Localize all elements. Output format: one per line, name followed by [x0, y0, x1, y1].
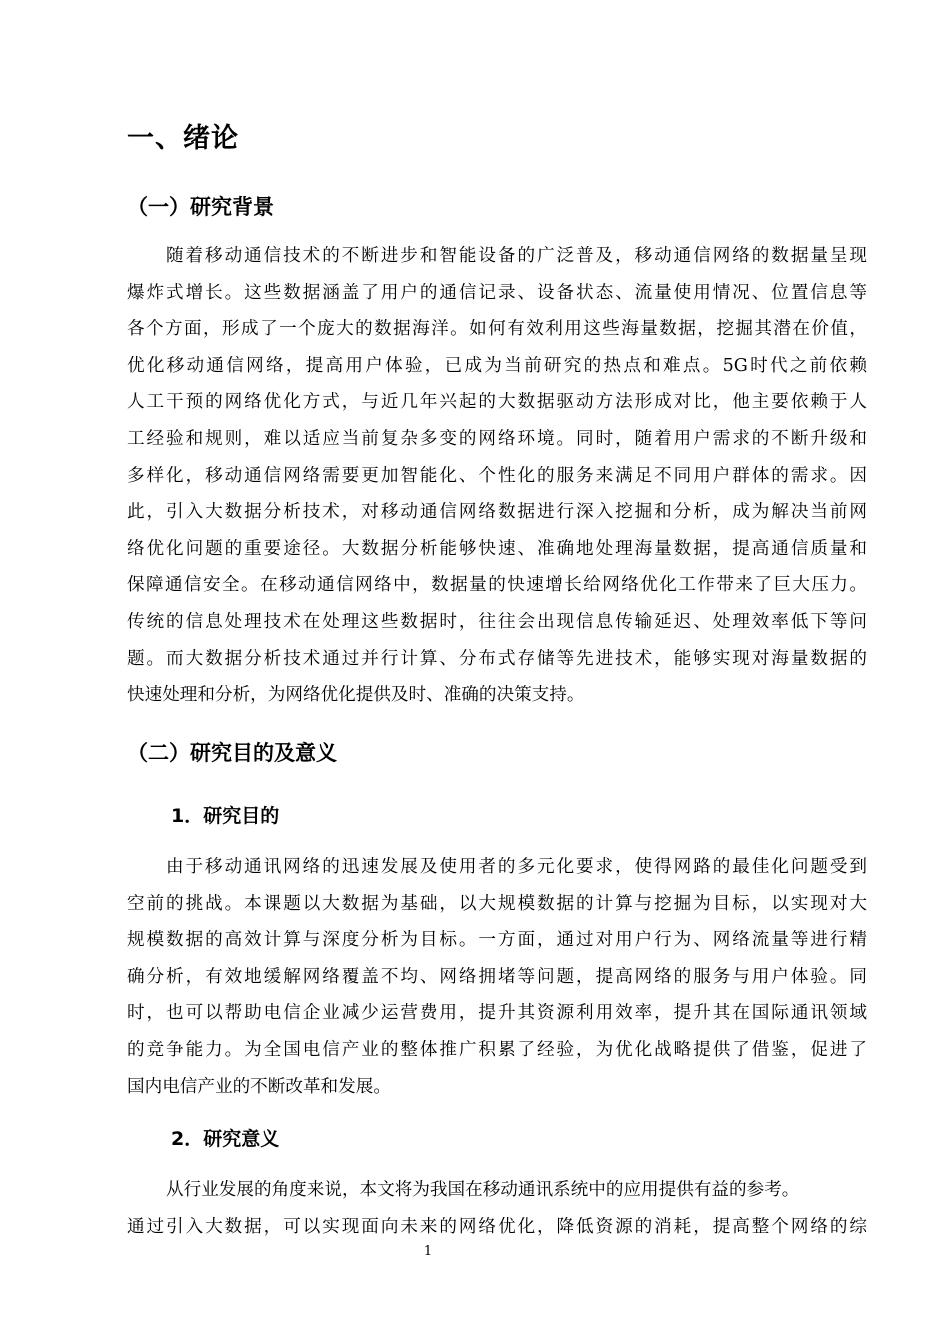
paragraph-line: 随着移动通信技术的不断进步和智能设备的广泛普及，移动通信网络的数据量呈现 — [166, 246, 867, 266]
paragraph-line: 多样化，移动通信网络需要更加智能化、个性化的服务来满足不同用户群体的需求。因 — [127, 465, 867, 486]
paragraph-line: 络优化问题的重要途径。大数据分析能够快速、准确地处理海量数据，提高通信质量和 — [127, 538, 867, 559]
section-heading-purpose-significance: （二）研究目的及意义 — [127, 741, 337, 765]
paragraph-line: 此，引入大数据分析技术，对移动通信网络数据进行深入挖掘和分析，成为解决当前网 — [127, 502, 867, 523]
paragraph-line: 规模数据的高效计算与深度分析为目标。一方面，通过对用户行为、网络流量等进行精 — [127, 930, 867, 951]
chapter-title: 一、绪论 — [127, 123, 239, 154]
paragraph-line: 工经验和规则，难以适应当前复杂多变的网络环境。同时，随着用户需求的不断升级和 — [127, 428, 867, 449]
subsection-heading-purpose: 1．研究目的 — [171, 805, 280, 827]
paragraph-line: 从行业发展的角度来说，本文将为我国在移动通讯系统中的应用提供有益的参考。 — [166, 1180, 800, 1200]
paragraph-line: 人工干预的网络优化方式，与近几年兴起的大数据驱动方法形成对比，他主要依赖于人 — [127, 392, 867, 413]
page-number: 1 — [423, 1244, 433, 1259]
paragraph-line: 爆炸式增长。这些数据涵盖了用户的通信记录、设备状态、流量使用情况、位置信息等 — [127, 282, 867, 303]
paragraph-line: 通过引入大数据，可以实现面向未来的网络优化，降低资源的消耗，提高整个网络的综 — [127, 1216, 867, 1237]
paragraph-line: 由于移动通讯网络的迅速发展及使用者的多元化要求，使得网路的最佳化问题受到 — [166, 857, 867, 877]
section-heading-background: （一）研究背景 — [127, 195, 274, 219]
paragraph-background — [127, 238, 867, 714]
paragraph-line: 国内电信产业的不断改革和发展。 — [127, 1076, 391, 1097]
paragraph-line: 优化移动通信网络，提高用户体验，已成为当前研究的热点和难点。5G时代之前依赖 — [127, 355, 867, 376]
paragraph-line: 的竞争能力。为全国电信产业的整体推广积累了经验，为优化战略提供了借鉴，促进了 — [127, 1039, 867, 1060]
paragraph-line: 确分析，有效地缓解网络覆盖不均、网络拥堵等问题，提高网络的服务与用户体验。同 — [127, 966, 867, 987]
paragraph-purpose — [127, 849, 867, 1105]
paragraph-line: 快速处理和分析，为网络优化提供及时、准确的决策支持。 — [127, 685, 585, 706]
paragraph-line: 时，也可以帮助电信企业减少运营费用，提升其资源利用效率，提升其在国际通讯领域 — [127, 1003, 867, 1024]
paragraph-line: 保障通信安全。在移动通信网络中，数据量的快速增长给网络优化工作带来了巨大压力。 — [127, 575, 867, 596]
paragraph-significance — [127, 1172, 867, 1245]
paragraph-line: 题。而大数据分析技术通过并行计算、分布式存储等先进技术，能够实现对海量数据的 — [127, 648, 867, 669]
paragraph-line: 空前的挑战。本课题以大数据为基础，以大规模数据的计算与挖掘为目标，以实现对大 — [127, 893, 867, 914]
paragraph-line: 传统的信息处理技术在处理这些数据时，往往会出现信息传输延迟、处理效率低下等问 — [127, 611, 867, 632]
subsection-heading-significance: 2．研究意义 — [171, 1128, 280, 1150]
paragraph-line: 各个方面，形成了一个庞大的数据海洋。如何有效利用这些海量数据，挖掘其潜在价值， — [127, 319, 867, 340]
